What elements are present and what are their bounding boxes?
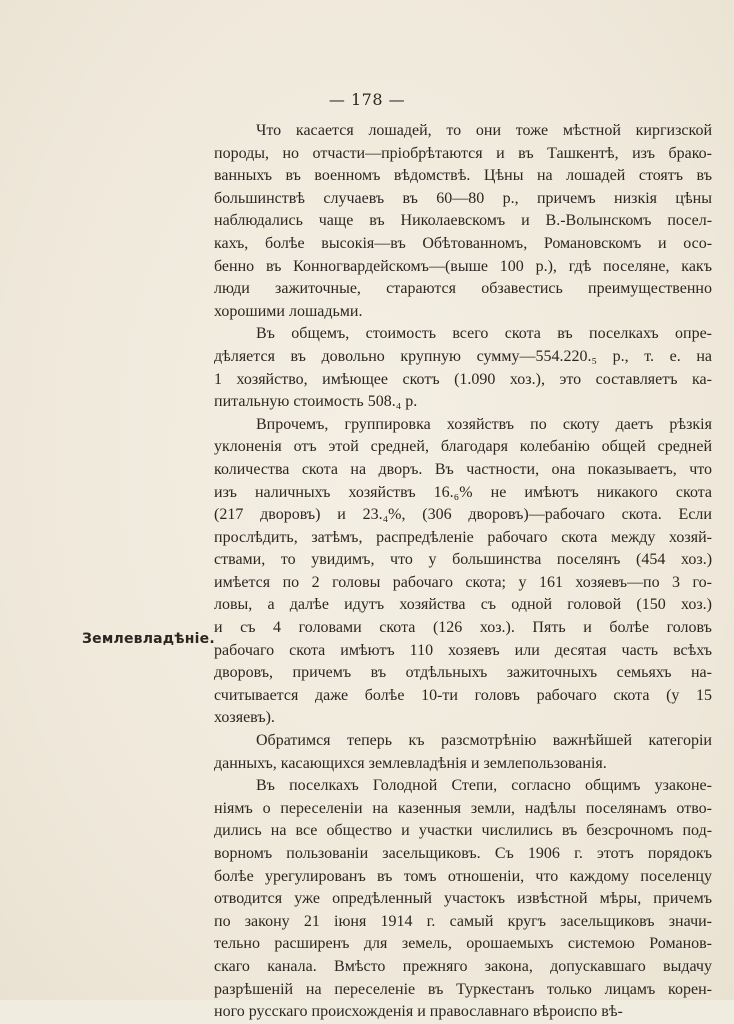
text-line: 1 хозяйство, имѣющее скотъ (1.090 хоз.), это составляетъ ка- [214, 370, 712, 388]
text-line: Обратимся теперь къ разсмотрѣнію важнѣйшей категоріи [256, 732, 712, 750]
text-line: Впрочемъ, группировка хозяйствъ по скоту даетъ рѣзкія [256, 415, 712, 433]
text-line: ствами, то увидимъ, что у большинства поселянъ (454 хоз.) [214, 551, 713, 569]
text-line: скаго канала. Вмѣсто прежняго закона, допускавшаго выдачу [214, 957, 712, 975]
text-line: кахъ, болѣе высокія—въ Обѣтованномъ, Романовскомъ и осо- [214, 234, 713, 252]
text-line: Что касается лошадей, то они тоже мѣстной киргизской [256, 122, 713, 139]
text-line: считывается даже болѣе 10-ти головъ рабочаго скота (у 15 [214, 686, 713, 704]
text-line: питальную стоимость 508.₄ р. [214, 393, 418, 411]
text-line: разрѣшеній на переселеніе въ Туркестанъ только лицамъ корен- [214, 980, 713, 998]
text-line: Въ поселкахъ Голодной Степи, согласно общимъ узаконе- [256, 777, 712, 795]
text-line: ванныхъ въ военномъ вѣдомствѣ. Цѣны на лошадей стоятъ въ [214, 167, 712, 185]
body-text [214, 120, 712, 1024]
text-line: изъ наличныхъ хозяйствъ 16.₆% не имѣютъ никакого скота [214, 483, 713, 501]
page-number: — 178 — [328, 90, 406, 109]
text-line: ловы, а далѣе идутъ хозяйства съ одной головой (150 хоз.) [214, 596, 712, 614]
text-line: люди зажиточные, стараются обзавестись преимущественно [214, 280, 712, 298]
text-line: ворномъ пользованіи засельщиковъ. Съ 1906 г. этотъ порядокъ [214, 845, 712, 862]
text-line: хозяевъ). [214, 709, 275, 727]
text-line: тельно расширенъ для земель, орошаемыхъ системою Романов- [214, 935, 713, 953]
text-line: Въ общемъ, стоимость всего скота въ поселкахъ опре- [256, 325, 713, 343]
text-line: прослѣдить, затѣмъ, распредѣленіе рабочаго скота между хозяй- [214, 528, 712, 546]
text-line: уклоненія отъ этой средней, благодаря колебанію общей средней [214, 438, 713, 456]
text-line: большинствѣ случаевъ въ 60—80 р., причемъ низкія цѣны [214, 189, 712, 207]
text-line: породы, но отчасти—пріобрѣтаются и въ Ташкентѣ, изъ брако- [214, 144, 713, 162]
text-line: (217 дворовъ) и 23.₄%, (306 дворовъ)—рабочаго скота. Если [214, 506, 712, 524]
text-line: рабочаго скота имѣютъ 110 хозяевъ или десятая часть всѣхъ [214, 641, 712, 659]
side-heading-land-ownership: Землевладѣніе. [82, 631, 215, 647]
text-line: ніямъ о переселеніи на казенныя земли, надѣлы поселянамъ отво- [214, 799, 712, 817]
text-line: и съ 4 головами скота (126 хоз.). Пять и болѣе головъ [214, 619, 712, 637]
text-line: отводится уже опредѣленный участокъ извѣстной мѣры, причемъ [214, 890, 712, 908]
text-line: болѣе урегулированъ въ томъ отношеніи, что каждому поселенцу [214, 867, 712, 885]
text-line: дворовъ, причемъ въ отдѣльныхъ зажиточныхъ семьяхъ на- [214, 664, 712, 682]
text-line: количества скота на дворъ. Въ частности, она показываетъ, что [214, 460, 713, 478]
text-line: ного русскаго происхожденія и православнаго вѣроиспо вѣ- [214, 1003, 623, 1021]
text-line: дились на все общество и участки числились въ безсрочномъ под- [214, 822, 713, 840]
text-line: по закону 21 іюня 1914 г. самый кругъ засельщиковъ значи- [214, 912, 713, 930]
text-line: дѣляется въ довольно крупную сумму—554.220.₅ р., т. е. на [214, 347, 712, 365]
text-line: наблюдались чаще въ Николаевскомъ и В.-Волынскомъ посел- [214, 212, 713, 230]
text-line: бенно въ Конногвардейскомъ—(выше 100 р.), гдѣ поселяне, какъ [214, 257, 712, 275]
text-line: хорошими лошадьми. [214, 302, 363, 320]
text-line: данныхъ, касающихся землевладѣнія и землепользованія. [214, 754, 607, 772]
text-line: имѣется по 2 головы рабочаго скота; у 161 хозяевъ—по 3 го- [214, 573, 713, 591]
